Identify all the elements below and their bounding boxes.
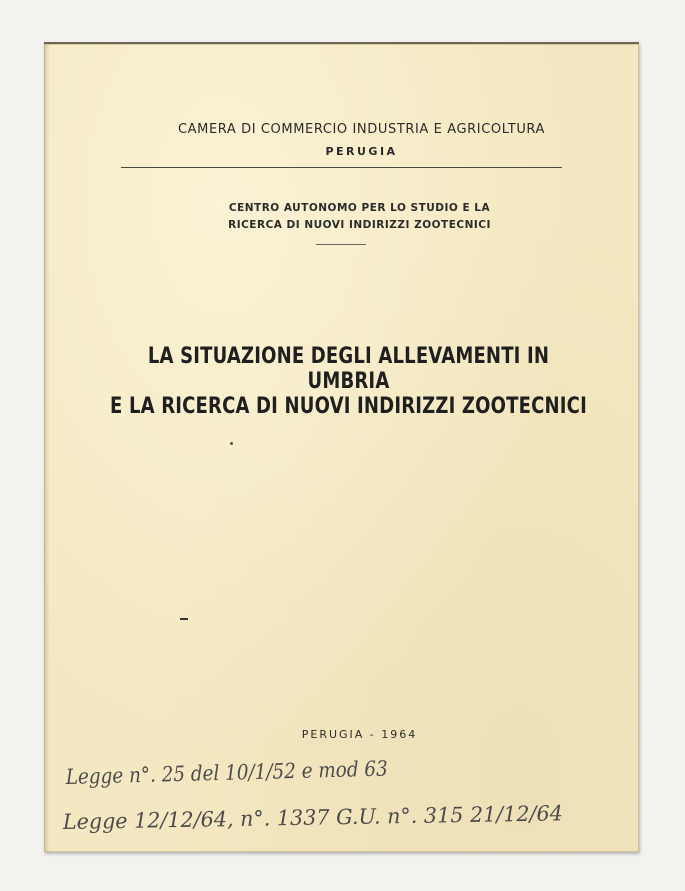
ink-speck [230,442,233,445]
booklet-cover [44,42,639,852]
publisher-city: PERUGIA [325,145,398,158]
place-and-year: PERUGIA - 1964 [301,728,418,741]
header-divider [121,167,562,168]
book-title-line1: LA SITUAZIONE DEGLI ALLEVAMENTI IN UMBRIA [147,344,550,394]
publisher-name: CAMERA DI COMMERCIO INDUSTRIA E AGRICOLTURA [177,122,546,137]
handwritten-note-line1: Legge n°. 25 del 10/1/52 e mod 63 [65,755,435,789]
book-title-line2: E LA RICERCA DI NUOVI INDIRIZZI ZOOTECNICI [110,394,587,419]
research-center-line1: CENTRO AUTONOMO PER LO STUDIO E LA [228,202,491,214]
ink-dash [180,618,188,620]
research-center-line2: RICERCA DI NUOVI INDIRIZZI ZOOTECNICI [228,219,491,231]
short-divider [316,244,366,245]
spine-shadow [44,44,50,852]
handwritten-note-line2: Legge 12/12/64, n°. 1337 G.U. n°. 315 21/12/64 [62,801,571,834]
